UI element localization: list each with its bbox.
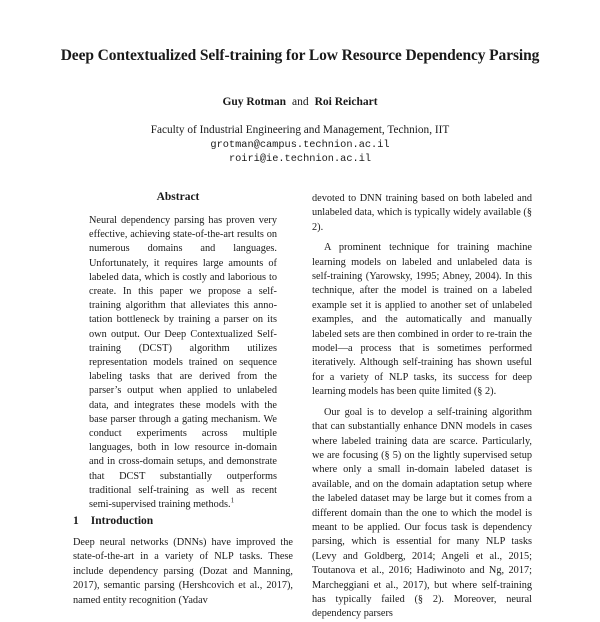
section-number: 1 bbox=[73, 515, 79, 527]
email-address: roiri@ie.technion.ac.il bbox=[228, 153, 372, 165]
right-column bbox=[312, 192, 532, 622]
section-heading bbox=[73, 515, 153, 527]
author-name: Guy Rotman bbox=[222, 96, 287, 108]
paragraph: devoted to DNN training based on both labeled and unlabeled data, which is typically widely available (§ 2). bbox=[312, 193, 532, 233]
introduction-text: Deep neural networks (DNNs) have improved the state-of-the-art in a variety of NLP tasks. These include dependency parsing (Dozat and Manning, 2017), semantic parsing (Hershcovich et al., 2017), named entity recognition (Yadav bbox=[73, 537, 293, 606]
author-line bbox=[0, 96, 600, 108]
footnote-mark: 1 bbox=[230, 496, 235, 505]
abstract-body bbox=[89, 214, 277, 512]
abstract-text: Neural dependency parsing has proven very effective, achieving state-of-the-art results on numerous domains and languages. Unfortunately, it requires large amounts of labeled data, which is costly and laborious to create. In this paper we propose a self-training algorithm that alleviates this annotation bottleneck by training a parser on its own output. Our Deep Contextualized Self-training (DCST) algorithm utilizes representation models trained on sequence labeling tasks that are derived from the parser’s output when applied to unlabeled data, and integrates these models with the base parser through a gating mechanism. We conduct experiments across multiple languages, both in low resource in-domain and in cross-domain setups, and demonstrate that DCST substantially outperforms traditional self-training as well as recent semi-supervised training methods. bbox=[89, 215, 277, 511]
abstract-heading: Abstract bbox=[156, 191, 200, 203]
paper-title: Deep Contextualized Self-training for Low Resource Dependency Parsing bbox=[60, 47, 540, 64]
paragraph: A prominent technique for training machine learning models on labeled and unlabeled data is self-training (Yarowsky, 1995; Abney, 2004). In this technique, after the model is trained on a labeled example set it is applied to another set of unlabeled examples, and the automatically and manually labeled sets are then combined in order to re-train the model—a process that is sometimes performed iteratively. Although self-training has shown useful for a variety of NLP tasks, its success for deep learning models has been quite limited (§ 2). bbox=[312, 242, 532, 398]
section-title: Introduction bbox=[90, 515, 154, 527]
affiliation: Faculty of Industrial Engineering and Management, Technion, IIT bbox=[150, 124, 450, 136]
email-address: grotman@campus.technion.ac.il bbox=[210, 139, 390, 151]
paragraph: Our goal is to develop a self-training algorithm that can substantially enhance DNN models in cases where labeled training data are scarce. Particularly, we are focusing (§ 5) on the lightly supervised setup where only a small in-domain labeled dataset is available, and on the domain adaptation setup where the labeled dataset may be large but it comes from a different domain than the one to which the model is meant to be applied. Our focus task is dependency parsing, which is essential for many NLP tasks (Levy and Goldberg, 2014; Angeli et al., 2015; Toutanova et al., 2016; Hadiwinoto and Ng, 2017; Marcheggiani et al., 2017), but where self-training has typically failed (§ 2). Moreover, neural dependency parsers bbox=[312, 406, 532, 620]
author-separator: and bbox=[292, 96, 309, 108]
author-name: Roi Reichart bbox=[314, 96, 378, 108]
